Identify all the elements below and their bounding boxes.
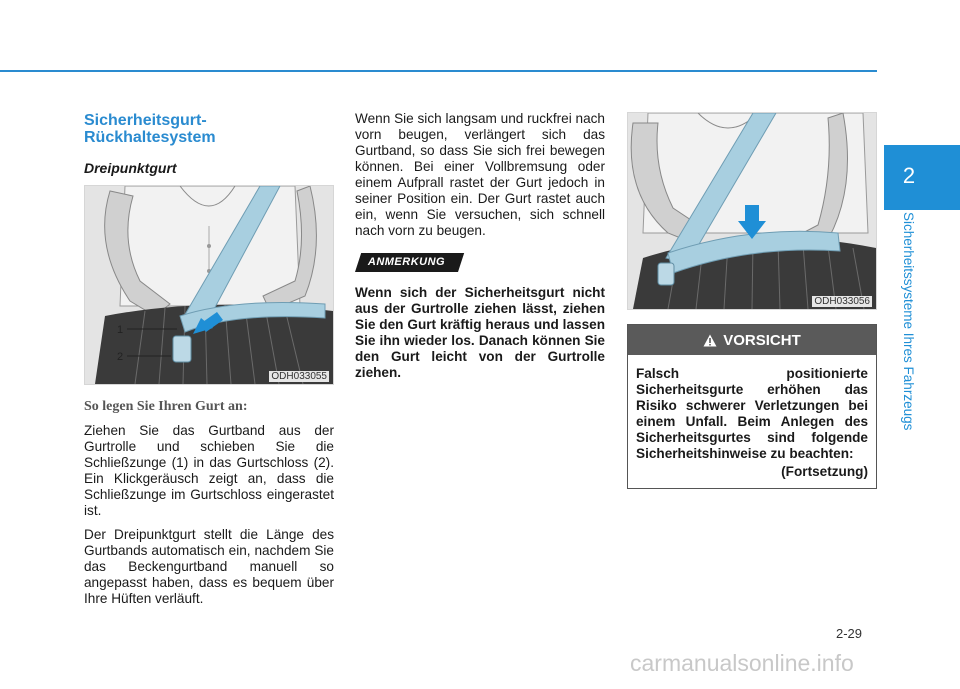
left-column: [84, 112, 334, 607]
howto-heading: So legen Sie Ihren Gurt an:: [84, 399, 248, 414]
note-label-text: ANMERKUNG: [367, 256, 446, 268]
top-rule: [0, 70, 877, 72]
warning-title: VORSICHT: [723, 331, 801, 349]
figure-buckling: [84, 185, 334, 385]
figure-lap-belt: [627, 112, 877, 310]
right-column: [627, 112, 877, 489]
subsection-title: Dreipunktgurt: [84, 160, 177, 176]
warning-box: [627, 324, 877, 489]
lap-belt-illustration: [628, 113, 876, 309]
chapter-number: 2: [902, 163, 916, 188]
watermark: carmanualsonline.info: [630, 650, 854, 676]
figure-code: ODH033055: [271, 371, 327, 382]
middle-column: [355, 111, 605, 381]
page-number: 2-29: [836, 626, 863, 641]
warning-body: [628, 355, 876, 488]
note-text: Wenn sich der Sicherheitsgurt nicht aus der Gurtrolle ziehen lässt, ziehen Sie den Gurt kräftig heraus und lassen Sie ihn wieder los. Danach können Sie den Gurt leicht von der Gurtrolle ziehen.: [355, 285, 605, 380]
paragraph: Der Dreipunktgurt stellt die Länge des Gurtbands automatisch ein, nachdem Sie das Beckengurtband manuell so angepasst haben, dass es bequem über Ihre Hüften verläuft.: [84, 527, 334, 606]
chapter-label: [898, 212, 918, 442]
paragraph: Ziehen Sie das Gurtband aus der Gurtrolle und schieben Sie die Schließzunge (1) in das Gurtschloss (2). Ein Klickgeräusch zeigt an, dass die Schließzunge im Gurtschloss eingerastet ist.: [84, 423, 334, 518]
continued-label: (Fortsetzung): [781, 464, 868, 479]
warning-header: [628, 325, 876, 355]
chapter-tab: [884, 145, 960, 210]
paragraph: Wenn Sie sich langsam und ruckfrei nach vorn beugen, verlängert sich das Gurtband, so dass Sie sich frei bewegen können. Bei einer Vollbremsung oder einem Aufprall rastet der Gurt jedoch in seiner Position ein. Der Gurt rastet auch ein, wenn Sie versuchen, sich schnell nach vorn zu beugen.: [355, 111, 605, 238]
figure-code: ODH033056: [814, 296, 870, 307]
warning-text: Falsch positionierte Sicherheitsgurte erhöhen das Risiko schwerer Verletzungen bei einem Unfall. Beim Anlegen des Sicherheitsgurtes sind folgende Sicherheitshinweise zu beachten:: [636, 366, 868, 461]
section-title: Sicherheitsgurt- Rückhaltesystem: [84, 112, 216, 146]
callout-2: 2: [117, 351, 124, 363]
warning-icon: [703, 334, 717, 347]
note-label: [355, 253, 458, 272]
callout-1: 1: [117, 324, 124, 336]
buckling-illustration: [85, 186, 333, 384]
chapter-label-text: Sicherheitssysteme Ihres Fahrzeugs: [901, 212, 916, 431]
